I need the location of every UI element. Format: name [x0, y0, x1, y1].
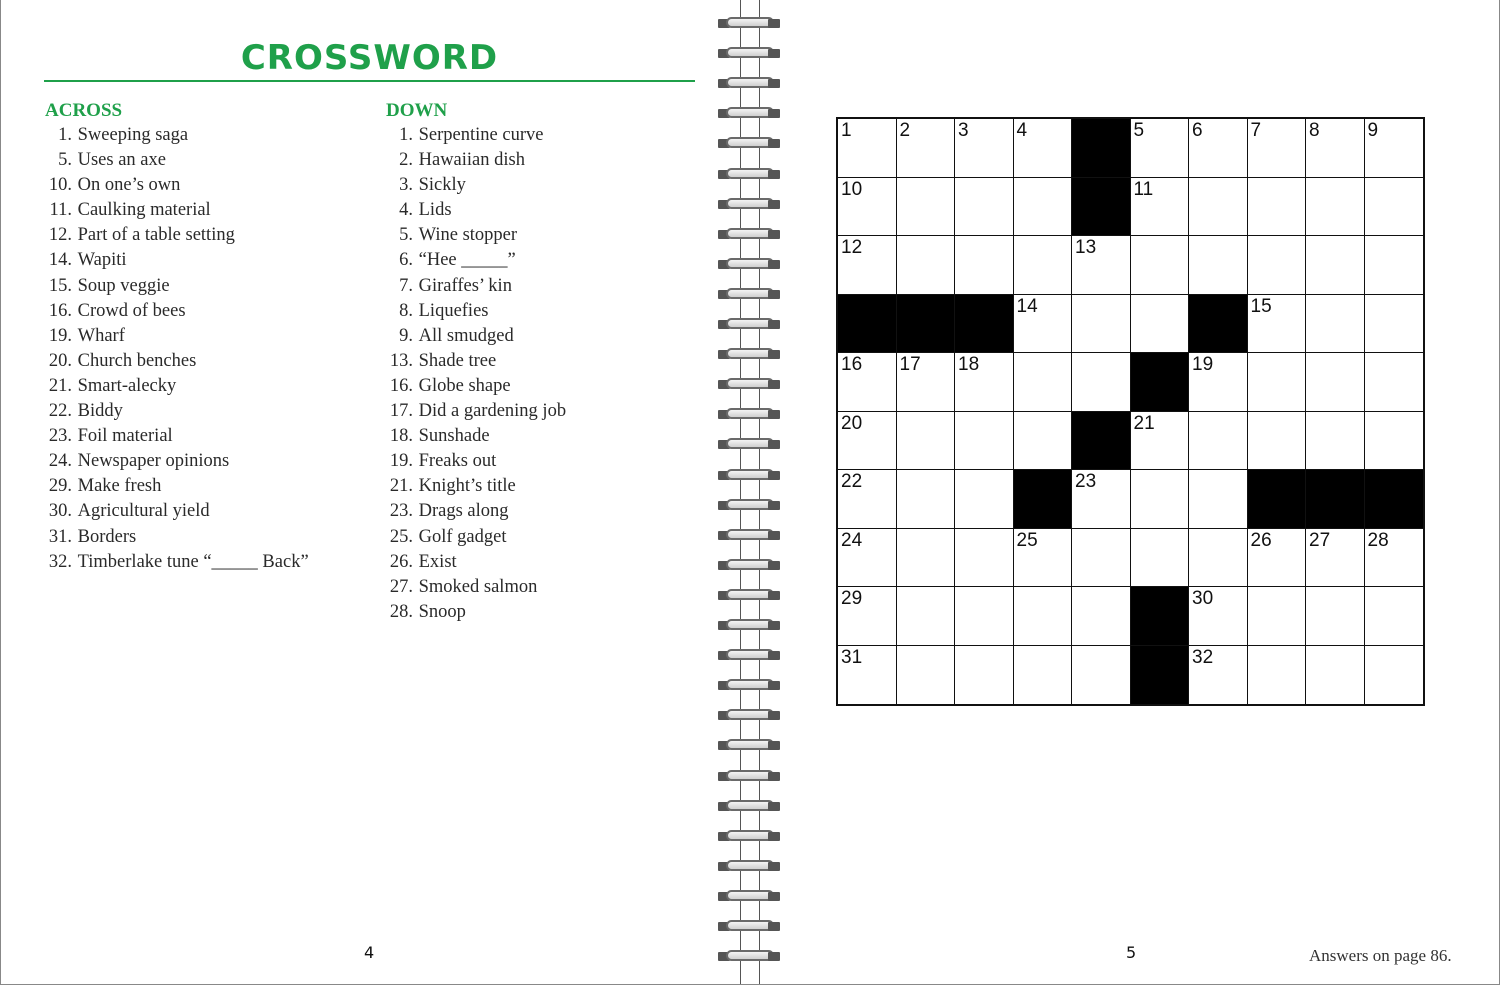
down-clue: [386, 349, 706, 374]
clue-text: Snoop: [418, 601, 466, 622]
black-square: [1131, 587, 1190, 646]
clue-number: 19.: [389, 451, 413, 472]
clue-text: Wine stopper: [418, 225, 518, 246]
spiral-ring: [716, 106, 784, 120]
answers-note: Answers on page 86.: [1309, 946, 1452, 965]
clue-number: 12.: [48, 225, 72, 246]
black-square: [1365, 470, 1424, 529]
spiral-binding: [716, 0, 784, 985]
cell-number: 24: [841, 529, 863, 551]
grid-cell[interactable]: [1248, 353, 1307, 412]
spiral-ring: [716, 708, 784, 722]
cell-number: 11: [1133, 178, 1154, 200]
cell-number: 27: [1309, 529, 1331, 551]
grid-cell[interactable]: [1248, 529, 1307, 588]
clue-text: Globe shape: [418, 375, 511, 396]
black-square: [1014, 470, 1073, 529]
spiral-ring: [716, 528, 784, 542]
grid-cell[interactable]: [1189, 353, 1248, 412]
clue-text: On one’s own: [77, 175, 181, 196]
grid-cell[interactable]: [1248, 646, 1307, 705]
grid-cell[interactable]: [1248, 119, 1307, 178]
cell-number: 1: [841, 120, 852, 141]
black-square: [838, 295, 897, 354]
grid-cell[interactable]: [1248, 295, 1307, 354]
grid-cell[interactable]: [1014, 529, 1073, 588]
spiral-ring: [716, 558, 784, 572]
black-square: [1306, 470, 1365, 529]
cell-number: 3: [958, 120, 969, 141]
down-clue-list: [386, 123, 706, 625]
spiral-ring: [716, 618, 784, 632]
down-clue: [386, 449, 706, 474]
clue-text: Wapiti: [77, 250, 127, 271]
down-clues-section: [386, 98, 706, 625]
cell-number: 29: [841, 588, 863, 609]
clue-number: 30.: [48, 501, 72, 522]
grid-cell[interactable]: [838, 353, 897, 412]
clue-text: Drags along: [418, 501, 509, 522]
cell-number: 22: [841, 471, 863, 492]
page-edge-left: [0, 0, 1, 985]
black-square: [1072, 119, 1131, 178]
grid-cell[interactable]: [1365, 236, 1424, 295]
clue-number: 17.: [389, 401, 413, 422]
down-clue: [386, 248, 706, 273]
grid-cell[interactable]: [1014, 353, 1073, 412]
down-clue: [386, 299, 706, 324]
spiral-ring: [716, 227, 784, 241]
across-clue: [45, 299, 365, 324]
clue-text: Golf gadget: [418, 526, 507, 547]
grid-cell[interactable]: [955, 412, 1014, 471]
grid-cell[interactable]: [1189, 178, 1248, 237]
spiral-ring: [716, 437, 784, 451]
down-clue: [386, 148, 706, 173]
spiral-ring: [716, 949, 784, 963]
grid-cell[interactable]: [955, 178, 1014, 237]
spiral-ring: [716, 648, 784, 662]
down-clue: [386, 374, 706, 399]
spiral-ring: [716, 287, 784, 301]
clue-text: Soup veggie: [77, 275, 170, 296]
clue-text: Uses an axe: [77, 150, 166, 171]
spiral-ring: [716, 257, 784, 271]
clue-number: 19.: [48, 325, 72, 346]
down-clue: [386, 123, 706, 148]
cell-number: 14: [1016, 295, 1038, 317]
across-clue: [45, 198, 365, 223]
clue-number: 13.: [389, 350, 413, 371]
grid-cell[interactable]: [1131, 470, 1190, 529]
spiral-ring: [716, 919, 784, 933]
spiral-ring: [716, 377, 784, 391]
grid-cell[interactable]: [1365, 353, 1424, 412]
grid-cell[interactable]: [1014, 412, 1073, 471]
cell-number: 28: [1367, 529, 1389, 551]
clue-text: Did a gardening job: [418, 401, 567, 422]
grid-cell[interactable]: [1306, 646, 1365, 705]
spiral-ring: [716, 167, 784, 181]
across-heading: ACROSS: [45, 100, 123, 121]
across-clue: [45, 374, 365, 399]
grid-cell[interactable]: [1072, 646, 1131, 705]
grid-cell[interactable]: [1131, 236, 1190, 295]
grid-cell[interactable]: [1014, 119, 1073, 178]
black-square: [897, 295, 956, 354]
spiral-ring: [716, 197, 784, 211]
grid-cell[interactable]: [1131, 178, 1190, 237]
grid-cell[interactable]: [1306, 587, 1365, 646]
grid-cell[interactable]: [1072, 236, 1131, 295]
grid-cell[interactable]: [1306, 529, 1365, 588]
grid-cell[interactable]: [1072, 529, 1131, 588]
clue-number: 15.: [48, 275, 72, 296]
cell-number: 2: [899, 120, 911, 141]
across-clue: [45, 449, 365, 474]
cell-number: 13: [1075, 237, 1097, 258]
spiral-ring: [716, 799, 784, 813]
down-clue: [386, 173, 706, 198]
grid-cell[interactable]: [1306, 412, 1365, 471]
clue-text: Sunshade: [418, 426, 490, 447]
down-clue: [386, 600, 706, 625]
grid-cell[interactable]: [1365, 119, 1424, 178]
grid-cell[interactable]: [897, 236, 956, 295]
clue-text: Make fresh: [77, 476, 162, 497]
clue-number: 16.: [389, 375, 413, 396]
down-heading: DOWN: [386, 100, 448, 121]
across-clue: [45, 525, 365, 550]
cell-number: 4: [1016, 120, 1028, 141]
grid-cell[interactable]: [1131, 119, 1190, 178]
cell-number: 18: [958, 354, 980, 375]
clue-number: 18.: [389, 426, 413, 447]
across-clue: [45, 399, 365, 424]
grid-cell[interactable]: [838, 587, 897, 646]
clue-text: Agricultural yield: [77, 501, 210, 522]
grid-cell[interactable]: [1189, 529, 1248, 588]
grid-cell[interactable]: [897, 529, 956, 588]
grid-cell[interactable]: [1131, 529, 1190, 588]
grid-cell[interactable]: [897, 412, 956, 471]
grid-cell[interactable]: [1306, 295, 1365, 354]
down-clue: [386, 525, 706, 550]
across-clue: [45, 274, 365, 299]
clue-text: Lids: [418, 200, 452, 221]
cell-number: 26: [1250, 529, 1272, 551]
down-clue: [386, 399, 706, 424]
clue-number: 8.: [399, 300, 413, 321]
clue-text: Foil material: [77, 426, 173, 447]
spiral-ring: [716, 76, 784, 90]
down-clue: [386, 223, 706, 248]
across-clue: [45, 123, 365, 148]
spiral-ring: [716, 407, 784, 421]
grid-cell[interactable]: [955, 119, 1014, 178]
clue-text: Timberlake tune “_____ Back”: [77, 551, 309, 572]
grid-cell[interactable]: [897, 587, 956, 646]
across-clue: [45, 550, 365, 575]
clue-number: 1.: [399, 125, 413, 145]
clue-number: 23.: [389, 501, 413, 522]
grid-cell[interactable]: [1189, 587, 1248, 646]
spiral-ring: [716, 16, 784, 30]
grid-cell[interactable]: [955, 529, 1014, 588]
spiral-ring: [716, 317, 784, 331]
grid-cell[interactable]: [897, 646, 956, 705]
across-clue: [45, 248, 365, 273]
across-clue: [45, 223, 365, 248]
grid-cell[interactable]: [1306, 178, 1365, 237]
clue-number: 5.: [399, 225, 413, 246]
down-clue: [386, 424, 706, 449]
grid-cell[interactable]: [1189, 470, 1248, 529]
clue-text: Smoked salmon: [418, 576, 538, 597]
down-clue: [386, 198, 706, 223]
grid-cell[interactable]: [897, 353, 956, 412]
cell-number: 9: [1367, 120, 1379, 141]
grid-cell[interactable]: [1131, 295, 1190, 354]
grid-cell[interactable]: [897, 119, 956, 178]
spiral-ring: [716, 769, 784, 783]
down-clue: [386, 499, 706, 524]
grid-cell[interactable]: [955, 236, 1014, 295]
black-square: [1248, 470, 1307, 529]
grid-cell[interactable]: [1189, 412, 1248, 471]
grid-cell[interactable]: [1365, 587, 1424, 646]
grid-cell[interactable]: [838, 470, 897, 529]
grid-cell[interactable]: [1189, 119, 1248, 178]
spiral-ring: [716, 889, 784, 903]
grid-cell[interactable]: [1365, 295, 1424, 354]
grid-cell[interactable]: [955, 587, 1014, 646]
cell-number: 10: [841, 178, 863, 200]
clue-text: Church benches: [77, 350, 197, 371]
across-clue: [45, 148, 365, 173]
clue-number: 23.: [48, 426, 72, 447]
clue-number: 24.: [48, 451, 72, 472]
grid-cell[interactable]: [1014, 646, 1073, 705]
clue-text: Giraffes’ kin: [418, 275, 512, 296]
clue-text: Sweeping saga: [77, 125, 189, 145]
clue-number: 9.: [399, 325, 413, 346]
clue-text: Newspaper opinions: [77, 451, 230, 472]
down-clue: [386, 575, 706, 600]
grid-cell[interactable]: [1306, 119, 1365, 178]
down-clue: [386, 324, 706, 349]
cell-number: 23: [1075, 471, 1097, 492]
grid-cell[interactable]: [1365, 178, 1424, 237]
clue-text: Smart-alecky: [77, 375, 177, 396]
grid-cell[interactable]: [838, 178, 897, 237]
clue-number: 31.: [48, 526, 72, 547]
title-divider: [44, 80, 695, 82]
across-clues-section: [45, 98, 365, 575]
clue-number: 27.: [389, 576, 413, 597]
cell-number: 17: [899, 354, 921, 375]
clue-text: Knight’s title: [418, 476, 516, 497]
black-square: [955, 295, 1014, 354]
clue-text: Serpentine curve: [418, 125, 544, 145]
clue-number: 14.: [48, 250, 72, 271]
spiral-ring: [716, 498, 784, 512]
spiral-ring: [716, 588, 784, 602]
spiral-ring: [716, 136, 784, 150]
clue-text: Liquefies: [418, 300, 489, 321]
clue-number: 29.: [48, 476, 72, 497]
black-square: [1131, 646, 1190, 705]
cell-number: 20: [841, 412, 863, 434]
grid-cell[interactable]: [1365, 529, 1424, 588]
cell-number: 19: [1192, 354, 1214, 375]
across-clue: [45, 349, 365, 374]
clue-text: Sickly: [418, 175, 466, 196]
clue-text: “Hee _____”: [418, 250, 516, 271]
cell-number: 25: [1016, 529, 1038, 551]
clue-number: 21.: [48, 375, 72, 396]
grid-cell[interactable]: [1248, 236, 1307, 295]
grid-cell[interactable]: [1014, 178, 1073, 237]
grid-cell[interactable]: [1014, 295, 1073, 354]
grid-cell[interactable]: [838, 119, 897, 178]
clue-text: Borders: [77, 526, 137, 547]
clue-number: 22.: [48, 401, 72, 422]
clue-number: 25.: [389, 526, 413, 547]
grid-cell[interactable]: [838, 412, 897, 471]
black-square: [1189, 295, 1248, 354]
clue-number: 6.: [399, 250, 413, 271]
across-clue-list: [45, 123, 365, 575]
clue-text: Hawaiian dish: [418, 150, 525, 171]
clue-number: 2.: [399, 150, 413, 171]
grid-cell[interactable]: [1072, 353, 1131, 412]
grid-cell[interactable]: [1131, 412, 1190, 471]
clue-number: 11.: [49, 200, 72, 221]
cell-number: 31: [841, 646, 863, 668]
across-clue: [45, 173, 365, 198]
grid-cell[interactable]: [1189, 646, 1248, 705]
spiral-ring: [716, 347, 784, 361]
cell-number: 12: [841, 237, 863, 258]
grid-cell[interactable]: [1072, 470, 1131, 529]
grid-cell[interactable]: [1014, 236, 1073, 295]
grid-cell[interactable]: [1248, 587, 1307, 646]
cell-number: 5: [1133, 120, 1145, 141]
black-square: [1131, 353, 1190, 412]
clue-text: Crowd of bees: [77, 300, 186, 321]
down-clue: [386, 474, 706, 499]
clue-text: Wharf: [77, 325, 125, 346]
spiral-ring: [716, 738, 784, 752]
grid-cell[interactable]: [955, 353, 1014, 412]
grid-cell[interactable]: [1189, 236, 1248, 295]
clue-number: 32.: [48, 551, 72, 572]
down-clue: [386, 274, 706, 299]
grid-cell[interactable]: [897, 178, 956, 237]
clue-number: 16.: [48, 300, 72, 321]
cell-number: 7: [1250, 120, 1262, 141]
grid-cell[interactable]: [838, 529, 897, 588]
clue-number: 7.: [399, 275, 413, 296]
grid-cell[interactable]: [1306, 353, 1365, 412]
grid-cell[interactable]: [1306, 236, 1365, 295]
black-square: [1072, 412, 1131, 471]
grid-cell[interactable]: [955, 470, 1014, 529]
grid-cell[interactable]: [838, 646, 897, 705]
clue-number: 4.: [399, 200, 413, 221]
across-clue: [45, 424, 365, 449]
spiral-ring: [716, 46, 784, 60]
cell-number: 30: [1192, 588, 1214, 609]
clue-text: Freaks out: [418, 451, 497, 472]
grid-cell[interactable]: [1014, 587, 1073, 646]
grid-cell[interactable]: [1365, 646, 1424, 705]
across-clue: [45, 474, 365, 499]
grid-cell[interactable]: [897, 470, 956, 529]
grid-cell[interactable]: [838, 236, 897, 295]
cell-number: 6: [1192, 120, 1203, 141]
clue-text: Part of a table setting: [77, 225, 235, 246]
clue-number: 10.: [48, 175, 72, 196]
puzzle-title: CROSSWORD: [240, 38, 499, 78]
clue-number: 20.: [48, 350, 72, 371]
grid-cell[interactable]: [1365, 412, 1424, 471]
spiral-ring: [716, 859, 784, 873]
grid-cell[interactable]: [1072, 295, 1131, 354]
across-clue: [45, 499, 365, 524]
clue-number: 21.: [389, 476, 413, 497]
grid-cell[interactable]: [1248, 178, 1307, 237]
clue-text: Caulking material: [77, 200, 211, 221]
spiral-ring: [716, 678, 784, 692]
cell-number: 16: [841, 354, 863, 375]
across-clue: [45, 324, 365, 349]
crossword-grid: [836, 117, 1425, 706]
clue-text: All smudged: [418, 325, 514, 346]
cell-number: 21: [1133, 412, 1155, 434]
cell-number: 15: [1250, 295, 1272, 317]
cell-number: 8: [1309, 120, 1320, 141]
left-page-number: 4: [364, 943, 375, 962]
clue-number: 26.: [389, 551, 413, 572]
right-page-number: 5: [1126, 943, 1137, 962]
grid-cell[interactable]: [1072, 587, 1131, 646]
clue-number: 3.: [399, 175, 413, 196]
cell-number: 32: [1192, 646, 1214, 668]
spiral-ring: [716, 468, 784, 482]
black-square: [1072, 178, 1131, 237]
clue-number: 28.: [389, 601, 413, 622]
clue-text: Exist: [418, 551, 457, 572]
down-clue: [386, 550, 706, 575]
spiral-ring: [716, 829, 784, 843]
clue-text: Biddy: [77, 401, 123, 422]
clue-text: Shade tree: [418, 350, 497, 371]
grid-cell[interactable]: [1248, 412, 1307, 471]
clue-number: 1.: [58, 125, 72, 145]
grid-cell[interactable]: [955, 646, 1014, 705]
clue-number: 5.: [58, 150, 72, 171]
